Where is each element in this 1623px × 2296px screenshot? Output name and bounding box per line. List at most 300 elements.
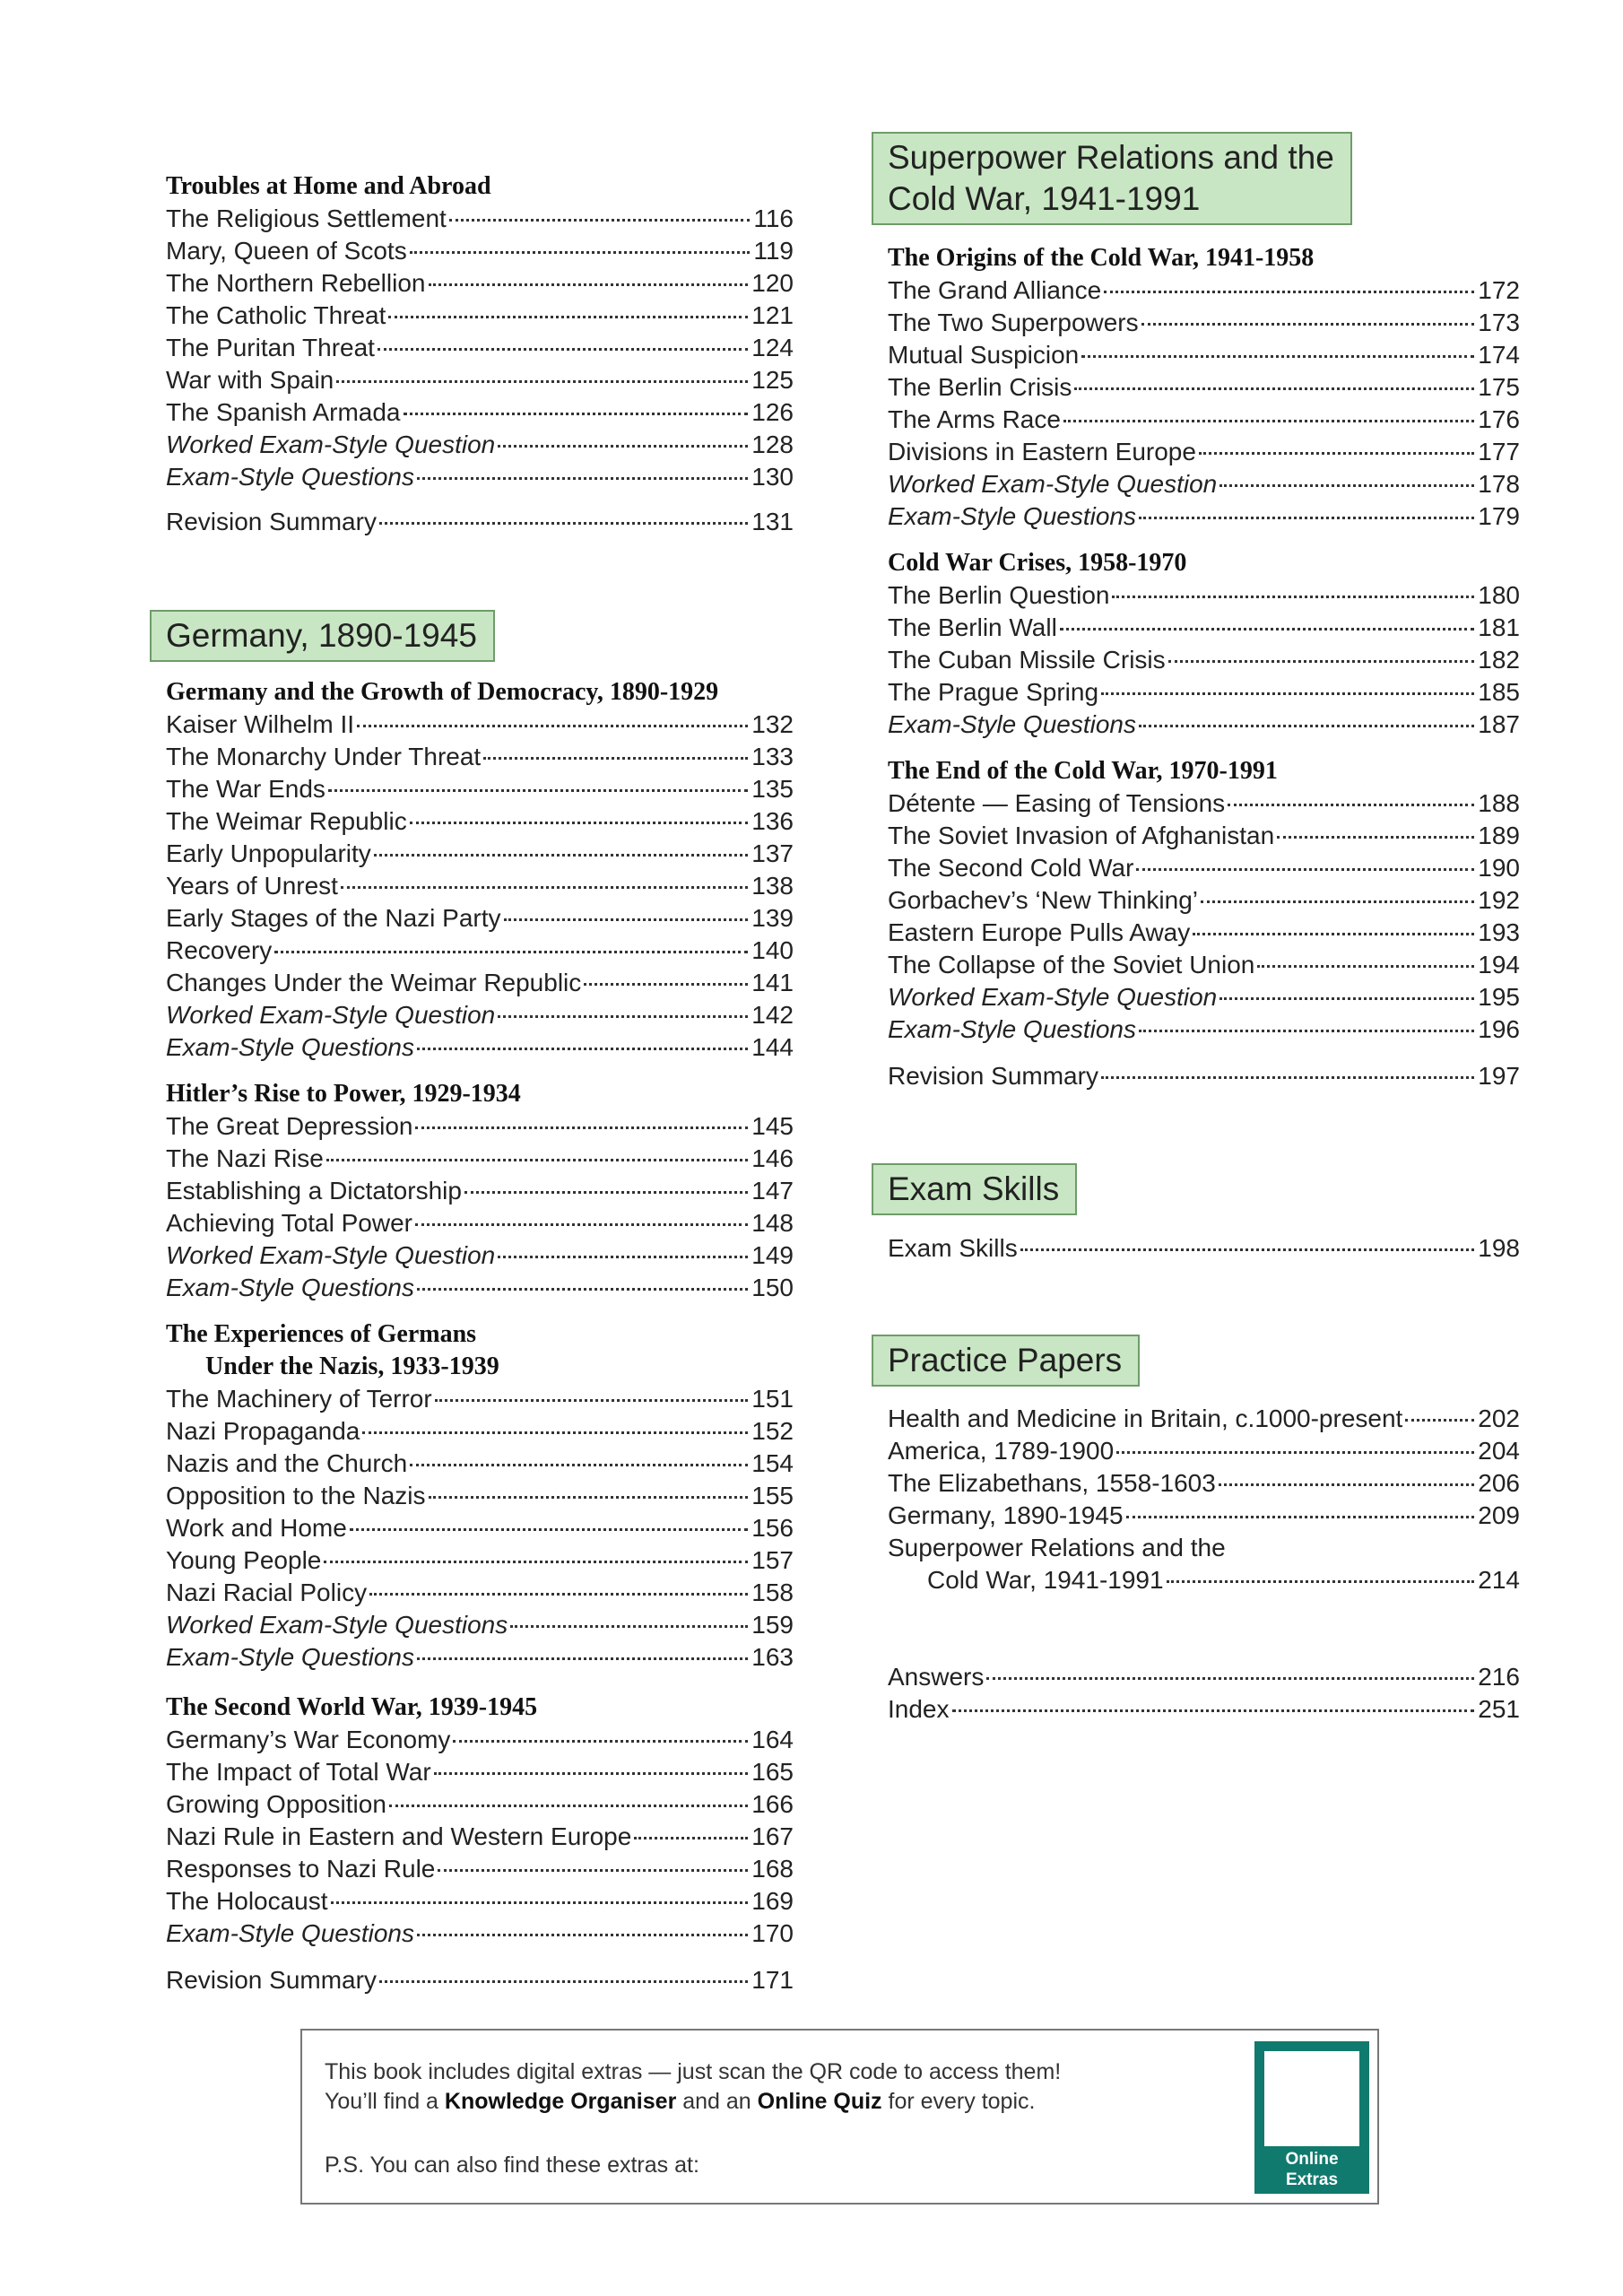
toc-entry[interactable]: [888, 1060, 1520, 1092]
group-title-line2: Under the Nazis, 1933-1939: [205, 1352, 499, 1380]
dot-leader: [357, 725, 748, 727]
toc-list: [888, 787, 1520, 1046]
dot-leader: [1126, 1516, 1475, 1518]
group-title: Germany and the Growth of Democracy, 1890-1929: [166, 678, 719, 706]
toc-page-number: 173: [1478, 309, 1520, 336]
toc-entry[interactable]: [888, 500, 1520, 533]
dot-leader: [341, 886, 748, 889]
toc-entry[interactable]: [166, 838, 794, 870]
dot-leader: [1219, 1483, 1474, 1486]
toc-entry[interactable]: [166, 203, 794, 235]
dot-leader: [331, 1901, 749, 1904]
toc-entry[interactable]: [166, 1143, 794, 1175]
toc-page-number: 121: [751, 301, 794, 329]
toc-entry[interactable]: [166, 1853, 794, 1885]
toc-entry-title: Worked Exam-Style Question: [888, 470, 1218, 498]
dot-leader: [388, 316, 748, 318]
toc-entry-title: The Religious Settlement: [166, 204, 447, 232]
dot-leader: [415, 1126, 748, 1129]
toc-page-number: 178: [1478, 470, 1520, 498]
toc-entry-title: Exam-Style Questions: [166, 1033, 414, 1061]
toc-entry-title: Exam-Style Questions: [166, 1919, 414, 1947]
toc-page-number: 179: [1478, 502, 1520, 530]
toc-page-number: 197: [1478, 1062, 1520, 1090]
toc-entry-title: Worked Exam-Style Questions: [166, 1611, 508, 1639]
toc-entry-title: Work and Home: [166, 1514, 347, 1542]
toc-page-number: 119: [753, 237, 794, 265]
toc-list: [166, 1964, 794, 1996]
toc-entry-title: Exam-Style Questions: [888, 1015, 1136, 1043]
toc-entry[interactable]: [888, 404, 1520, 436]
toc-group-cold-war-end: [888, 755, 1520, 1046]
toc-entry-title: The Berlin Wall: [888, 613, 1057, 641]
dot-leader: [410, 251, 751, 254]
toc-entry[interactable]: [166, 1918, 794, 1950]
toc-entry-title: The War Ends: [166, 775, 325, 803]
toc-entry[interactable]: [166, 1724, 794, 1756]
toc-entry-title: Mutual Suspicion: [888, 341, 1080, 369]
dot-leader: [1112, 596, 1474, 598]
dot-leader: [438, 1869, 748, 1872]
dot-leader: [410, 822, 749, 824]
toc-entry[interactable]: [888, 949, 1520, 981]
dot-leader: [453, 1740, 748, 1743]
dot-leader: [1020, 1248, 1475, 1251]
toc-list: [888, 274, 1520, 533]
toc-page-number: 187: [1478, 710, 1520, 738]
toc-page-number: 152: [751, 1417, 794, 1445]
toc-entry-title: The Puritan Threat: [166, 334, 375, 361]
toc-entry-title: The Spanish Armada: [166, 398, 401, 426]
toc-entry[interactable]: [166, 1885, 794, 1918]
extras-line2: [325, 2087, 1061, 2117]
dot-leader: [1201, 900, 1474, 903]
dot-leader: [1139, 1030, 1474, 1032]
dot-leader: [498, 445, 748, 448]
toc-entry[interactable]: [166, 1964, 794, 1996]
toc-page-number: 116: [753, 204, 794, 232]
extras-line1: This book includes digital extras — just scan the QR code to access them!: [325, 2059, 1062, 2084]
toc-entry[interactable]: [166, 235, 794, 267]
toc-page-number: 146: [751, 1144, 794, 1172]
toc-page-number: 136: [751, 807, 794, 835]
toc-exam-skills: [888, 1232, 1520, 1265]
group-title: Troubles at Home and Abroad: [166, 172, 491, 200]
toc-entry[interactable]: [166, 967, 794, 999]
toc-entry[interactable]: [888, 1564, 1520, 1596]
toc-revision-germany: [166, 1964, 794, 1996]
toc-entry-title: Early Unpopularity: [166, 839, 371, 867]
toc-revision-troubles: [166, 506, 794, 538]
dot-leader: [326, 1159, 748, 1161]
toc-entry-title: The Cuban Missile Crisis: [888, 646, 1166, 674]
toc-page-number: 151: [751, 1385, 794, 1413]
toc-entry[interactable]: [888, 579, 1520, 612]
toc-entry-title: Young People: [166, 1546, 322, 1574]
toc-page-number: 166: [751, 1790, 794, 1818]
toc-page-number: 195: [1478, 983, 1520, 1011]
toc-entry-title: Germany’s War Economy: [166, 1726, 451, 1753]
dot-leader: [417, 1048, 748, 1050]
toc-entry[interactable]: [166, 1512, 794, 1544]
toc-page-number: 165: [751, 1758, 794, 1786]
toc-entry[interactable]: [166, 741, 794, 773]
toc-page-number: 214: [1478, 1566, 1520, 1594]
qr-label: [1254, 2149, 1369, 2190]
toc-entry[interactable]: [166, 1821, 794, 1853]
toc-page-number: 120: [751, 269, 794, 297]
toc-entry[interactable]: [166, 935, 794, 967]
toc-group-experiences: [166, 1318, 794, 1674]
online-quiz-label: Online Quiz: [757, 2089, 882, 2114]
toc-entry[interactable]: [888, 307, 1520, 339]
toc-entry[interactable]: [888, 852, 1520, 884]
toc-entry[interactable]: [888, 981, 1520, 1013]
toc-list: [888, 579, 1520, 741]
toc-entry-title: Years of Unrest: [166, 872, 338, 900]
toc-entry[interactable]: [166, 1641, 794, 1674]
dot-leader: [374, 854, 749, 857]
toc-entry[interactable]: [166, 1577, 794, 1609]
toc-page-number: 138: [751, 872, 794, 900]
dot-leader: [498, 1256, 748, 1258]
toc-list: [166, 506, 794, 538]
dot-leader: [584, 983, 748, 986]
extras-ps: P.S. You can also find these extras at:: [325, 2152, 699, 2178]
toc-entry[interactable]: [888, 1467, 1520, 1500]
toc-entry-title: America, 1789-1900: [888, 1437, 1115, 1465]
toc-entry[interactable]: [888, 1232, 1520, 1265]
toc-group-troubles: [166, 170, 794, 493]
toc-page-number: 175: [1478, 373, 1520, 401]
toc-entry[interactable]: [888, 676, 1520, 709]
dot-leader: [274, 951, 748, 953]
group-title: The Second World War, 1939-1945: [166, 1693, 538, 1721]
group-title: The End of the Cold War, 1970-1991: [888, 757, 1278, 785]
toc-entry-title: The Holocaust: [166, 1887, 328, 1915]
extras-text-part: for every topic.: [881, 2089, 1036, 2114]
section-heading-practice-papers: Practice Papers: [872, 1335, 1140, 1387]
toc-entry-title: Germany, 1890-1945: [888, 1501, 1124, 1529]
dot-leader: [417, 1288, 748, 1291]
toc-entry-title: The Northern Rebellion: [166, 269, 426, 297]
toc-page-number: 194: [1478, 951, 1520, 978]
toc-page-number: 131: [751, 508, 794, 535]
toc-entry[interactable]: [166, 461, 794, 493]
toc-page-number: 171: [751, 1966, 794, 1994]
toc-entry[interactable]: [166, 267, 794, 300]
dot-leader: [1141, 323, 1475, 326]
toc-page-number: 251: [1478, 1695, 1520, 1723]
toc-entry-title: Growing Opposition: [166, 1790, 386, 1818]
dot-leader: [1074, 387, 1474, 390]
toc-entry-title: Nazis and the Church: [166, 1449, 408, 1477]
dot-leader: [415, 1223, 748, 1226]
toc-page-number: 126: [751, 398, 794, 426]
toc-entry[interactable]: [888, 1435, 1520, 1467]
toc-page-number: 192: [1478, 886, 1520, 914]
toc-entry-title: The Grand Alliance: [888, 276, 1102, 304]
toc-entry-title: Mary, Queen of Scots: [166, 237, 407, 265]
dot-leader: [324, 1561, 748, 1563]
toc-group-cold-war-origins: [888, 242, 1520, 533]
toc-entry-title: Exam-Style Questions: [166, 1274, 414, 1301]
dot-leader: [435, 1399, 749, 1402]
toc-entry[interactable]: [166, 1239, 794, 1272]
toc-entry[interactable]: [888, 1661, 1520, 1693]
toc-list: [888, 1232, 1520, 1265]
toc-entry[interactable]: [166, 1448, 794, 1480]
toc-entry-title: The Elizabethans, 1558-1603: [888, 1469, 1216, 1497]
toc-page-number: 128: [751, 430, 794, 458]
toc-entry[interactable]: [888, 644, 1520, 676]
toc-entry-title: The Collapse of the Soviet Union: [888, 951, 1255, 978]
toc-entry-title: Worked Exam-Style Question: [166, 1001, 496, 1029]
dot-leader: [1277, 836, 1474, 839]
group-title: Cold War Crises, 1958-1970: [888, 549, 1187, 577]
dot-leader: [336, 380, 748, 383]
toc-end-matter: [888, 1661, 1520, 1726]
toc-page-number: 168: [751, 1855, 794, 1883]
toc-entry[interactable]: [888, 884, 1520, 917]
toc-entry-title: The Nazi Rise: [166, 1144, 324, 1172]
group-title: [166, 1318, 794, 1383]
toc-entry[interactable]: [166, 332, 794, 364]
toc-entry[interactable]: [166, 1415, 794, 1448]
toc-entry-title: Exam-Style Questions: [888, 502, 1136, 530]
toc-entry-title: Divisions in Eastern Europe: [888, 438, 1196, 465]
toc-entry-title: The Machinery of Terror: [166, 1385, 432, 1413]
dot-leader: [434, 1772, 749, 1775]
toc-entry-title: Worked Exam-Style Question: [166, 430, 496, 458]
digital-extras-box: [300, 2029, 1379, 2205]
toc-page-number: 124: [751, 334, 794, 361]
toc-entry[interactable]: [888, 787, 1520, 820]
toc-entry[interactable]: [888, 339, 1520, 371]
dot-leader: [986, 1677, 1474, 1680]
toc-page-number: 174: [1478, 341, 1520, 369]
dot-leader: [952, 1709, 1475, 1712]
toc-group-cold-war-crises: [888, 547, 1520, 741]
dot-leader: [404, 413, 749, 415]
section-heading-line1: Superpower Relations and the: [888, 139, 1334, 176]
toc-page-number: 141: [751, 969, 794, 996]
toc-entry[interactable]: [166, 1480, 794, 1512]
toc-entry[interactable]: [888, 1403, 1520, 1435]
toc-page-number: 196: [1478, 1015, 1520, 1043]
dot-leader: [379, 522, 748, 525]
toc-entry-title: Cold War, 1941-1991: [927, 1566, 1164, 1594]
toc-entry-title: Recovery: [166, 936, 273, 964]
toc-entry[interactable]: [166, 773, 794, 805]
toc-entry[interactable]: [166, 1110, 794, 1143]
toc-entry-title: The Prague Spring: [888, 678, 1099, 706]
toc-entry-title: The Second Cold War: [888, 854, 1134, 882]
toc-entry-title: The Arms Race: [888, 405, 1061, 433]
toc-entry-title: Exam-Style Questions: [888, 710, 1136, 738]
qr-code-icon[interactable]: [1254, 2041, 1369, 2194]
dot-leader: [379, 1980, 748, 1983]
toc-entry-title: Exam Skills: [888, 1234, 1018, 1262]
section-heading-germany: Germany, 1890-1945: [150, 610, 495, 662]
dot-leader: [510, 1625, 748, 1628]
toc-entry[interactable]: [166, 1383, 794, 1415]
dot-leader: [429, 1496, 749, 1499]
toc-entry[interactable]: [888, 612, 1520, 644]
dot-leader: [328, 789, 748, 792]
toc-entry[interactable]: [888, 274, 1520, 307]
toc-page-number: 206: [1478, 1469, 1520, 1497]
extras-text-part: and an: [676, 2089, 758, 2114]
toc-entry-title: Nazi Racial Policy: [166, 1578, 368, 1606]
toc-entry-title: Worked Exam-Style Question: [888, 983, 1218, 1011]
section-heading-exam-skills: Exam Skills: [872, 1163, 1077, 1215]
toc-entry-title: Exam-Style Questions: [166, 1643, 414, 1671]
toc-page-number: 181: [1478, 613, 1520, 641]
toc-list: [166, 1383, 794, 1674]
toc-revision-superpower: [888, 1060, 1520, 1092]
dot-leader: [1139, 725, 1474, 727]
toc-entry[interactable]: [166, 709, 794, 741]
toc-list: [166, 1110, 794, 1304]
dot-leader: [417, 1934, 748, 1936]
toc-page-number: 137: [751, 839, 794, 867]
toc-entry-title: The Impact of Total War: [166, 1758, 431, 1786]
toc-entry[interactable]: [166, 1609, 794, 1641]
toc-entry-title: The Berlin Crisis: [888, 373, 1072, 401]
toc-entry[interactable]: [166, 902, 794, 935]
toc-page-number: 216: [1478, 1663, 1520, 1691]
dot-leader: [1219, 484, 1474, 487]
toc-entry[interactable]: [888, 820, 1520, 852]
toc-page-number: 185: [1478, 678, 1520, 706]
toc-entry[interactable]: [166, 1175, 794, 1207]
toc-entry-title: War with Spain: [166, 366, 334, 394]
dot-leader: [1139, 517, 1474, 519]
toc-entry[interactable]: [888, 1013, 1520, 1046]
toc-entry-title: The Great Depression: [166, 1112, 413, 1140]
toc-page-number: 158: [751, 1578, 794, 1606]
toc-entry[interactable]: [888, 436, 1520, 468]
toc-page-number: 172: [1478, 276, 1520, 304]
toc-list: [888, 1403, 1520, 1532]
dot-leader: [1168, 660, 1475, 663]
toc-entry-title: The Weimar Republic: [166, 807, 407, 835]
toc-entry-title: Détente — Easing of Tensions: [888, 789, 1226, 817]
toc-page-number: 164: [751, 1726, 794, 1753]
dot-leader: [1136, 868, 1474, 871]
dot-leader: [1104, 291, 1474, 293]
toc-page-number: 142: [751, 1001, 794, 1029]
dot-leader: [378, 348, 748, 351]
dot-leader: [464, 1191, 748, 1194]
toc-entry-title: Early Stages of the Nazi Party: [166, 904, 501, 932]
toc-entry[interactable]: [888, 1500, 1520, 1532]
toc-entry[interactable]: [166, 506, 794, 538]
toc-entry-title: Health and Medicine in Britain, c.1000-present: [888, 1405, 1403, 1432]
toc-page-number: 145: [751, 1112, 794, 1140]
toc-entry-title: Opposition to the Nazis: [166, 1482, 426, 1509]
toc-page-number: 139: [751, 904, 794, 932]
toc-entry-title: Kaiser Wilhelm II: [166, 710, 355, 738]
group-title-line1: The Experiences of Germans: [166, 1320, 477, 1348]
dot-leader: [417, 477, 748, 480]
toc-entry[interactable]: [166, 396, 794, 429]
toc-page-number: 149: [751, 1241, 794, 1269]
dot-leader: [1199, 452, 1474, 455]
dot-leader: [362, 1431, 748, 1434]
dot-leader: [429, 283, 749, 286]
toc-entry[interactable]: [888, 371, 1520, 404]
toc-entry[interactable]: [166, 1756, 794, 1788]
toc-entry-title: Nazi Propaganda: [166, 1417, 360, 1445]
toc-page-number: 198: [1478, 1234, 1520, 1262]
dot-leader: [1228, 804, 1474, 806]
dot-leader: [410, 1464, 748, 1466]
toc-page-number: 188: [1478, 789, 1520, 817]
dot-leader: [1193, 933, 1474, 935]
toc-entry[interactable]: [888, 468, 1520, 500]
dot-leader: [634, 1837, 748, 1839]
dot-leader: [1257, 965, 1474, 968]
toc-entry-title: Index: [888, 1695, 950, 1723]
toc-entry-title: Revision Summary: [888, 1062, 1098, 1090]
toc-list: [166, 709, 794, 1064]
toc-entry[interactable]: [166, 999, 794, 1031]
toc-page-number: 135: [751, 775, 794, 803]
toc-entry[interactable]: [166, 1788, 794, 1821]
toc-entry[interactable]: [166, 1207, 794, 1239]
toc-entry-title: Establishing a Dictatorship: [166, 1177, 462, 1205]
knowledge-organiser-label: Knowledge Organiser: [444, 2089, 677, 2114]
toc-list: [888, 1661, 1520, 1726]
toc-entry[interactable]: [166, 1272, 794, 1304]
toc-entry[interactable]: [888, 917, 1520, 949]
toc-entry-title: Responses to Nazi Rule: [166, 1855, 436, 1883]
toc-entry[interactable]: [166, 300, 794, 332]
toc-practice-papers: [888, 1403, 1520, 1596]
toc-entry[interactable]: [166, 364, 794, 396]
toc-entry-title: Superpower Relations and the: [888, 1534, 1226, 1561]
toc-entry-title: The Soviet Invasion of Afghanistan: [888, 822, 1275, 849]
toc-list: [166, 1724, 794, 1950]
toc-page-number: 159: [751, 1611, 794, 1639]
toc-entry[interactable]: [166, 1031, 794, 1064]
toc-entry[interactable]: [888, 709, 1520, 741]
toc-entry-title: The Monarchy Under Threat: [166, 743, 482, 770]
toc-page-number: 154: [751, 1449, 794, 1477]
toc-page-number: 133: [751, 743, 794, 770]
toc-entry-title: Revision Summary: [166, 1966, 377, 1994]
section-heading-line2: Cold War, 1941-1991: [888, 180, 1201, 217]
toc-page-number: 167: [751, 1822, 794, 1850]
toc-entry[interactable]: [166, 805, 794, 838]
toc-page-number: 209: [1478, 1501, 1520, 1529]
toc-entry[interactable]: [166, 429, 794, 461]
toc-page-number: 130: [751, 463, 794, 491]
toc-page-number: 144: [751, 1033, 794, 1061]
section-heading-superpower: [872, 132, 1352, 225]
toc-entry[interactable]: [166, 870, 794, 902]
toc-page-number: 150: [751, 1274, 794, 1301]
toc-page-number: 190: [1478, 854, 1520, 882]
toc-entry[interactable]: [166, 1544, 794, 1577]
toc-entry[interactable]: [888, 1693, 1520, 1726]
toc-group-germany-democracy: [166, 676, 794, 1064]
dot-leader: [417, 1657, 748, 1660]
dot-leader: [483, 757, 748, 760]
toc-page-number: 163: [751, 1643, 794, 1671]
